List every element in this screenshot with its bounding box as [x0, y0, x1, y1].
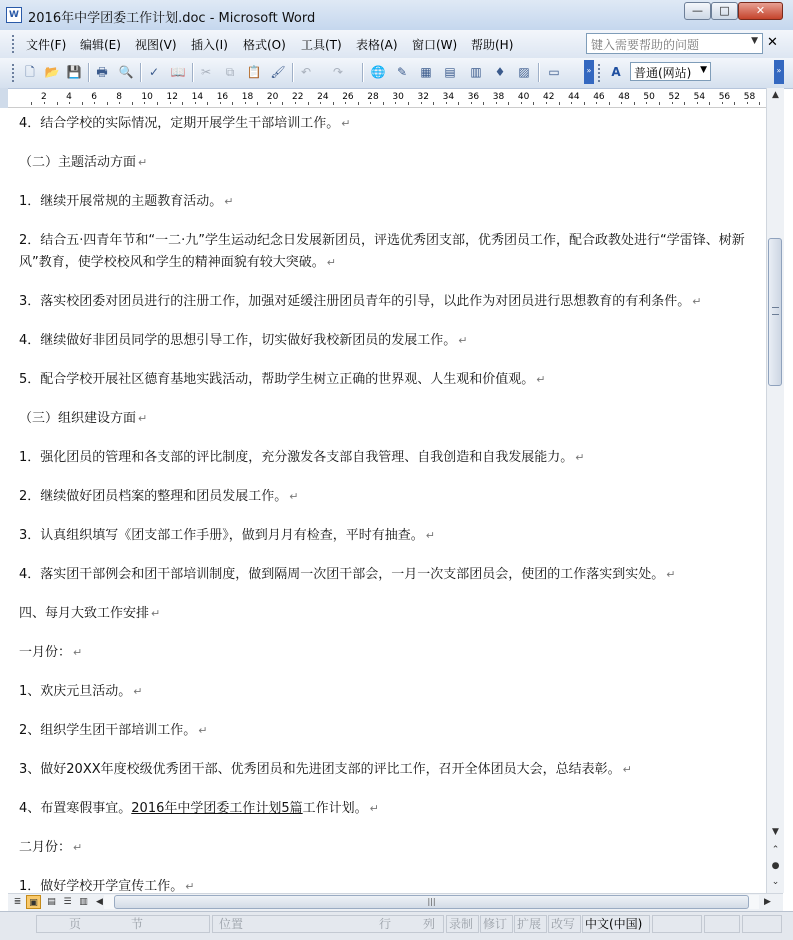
ruler-tick	[31, 102, 32, 105]
paragraph[interactable]: 4．落实团干部例会和团干部培训制度，做到隔周一次团干部会，一月一次支部团员会，使团的工作落实到实处。 ↵	[19, 567, 676, 582]
copy-icon[interactable]: ⧉	[225, 65, 235, 79]
ruler-tick	[245, 102, 246, 104]
toolbar-separator	[88, 63, 90, 82]
web-layout-view-icon[interactable]: ▣	[26, 895, 41, 909]
paragraph[interactable]: 2．结合五·四青年节和“一二·九”学生运动纪念日发展新团员，评选优秀团支部，优秀团员工作，配合政教处进行“学雷锋、树新风”教育，使学校校风和学生的精神面貌有较大突破。 ↵	[19, 233, 745, 270]
toolbar-separator	[292, 63, 294, 82]
ruler-tick	[94, 102, 95, 104]
paragraph[interactable]: 1．做好学校开学宣传工作。 ↵	[19, 879, 195, 893]
ruler-number: 30	[392, 92, 404, 102]
ruler-tick	[282, 102, 283, 105]
toolbar-options-icon[interactable]: »	[774, 60, 784, 84]
ruler-tick	[57, 102, 58, 105]
horizontal-scroll-area	[8, 893, 783, 911]
paragraph[interactable]: 4．继续做好非团员同学的思想引导工作，切实做好我校新团员的发展工作。 ↵	[19, 333, 468, 348]
read-icon[interactable]: ▭	[548, 65, 560, 79]
print-layout-view-icon[interactable]: ▤	[47, 897, 56, 907]
redo-icon[interactable]: ↷	[332, 65, 344, 79]
ruler-tick	[257, 102, 258, 105]
ruler-tick	[433, 102, 434, 105]
menu-view[interactable]: 视图(V)	[135, 38, 177, 52]
help-search-placeholder: 键入需要帮助的问题	[591, 38, 700, 52]
scroll-right-icon[interactable]: ▶	[764, 897, 771, 907]
document-page[interactable]	[8, 109, 765, 893]
horizontal-ruler[interactable]	[8, 91, 768, 108]
ruler-tick	[709, 102, 710, 105]
ruler-tick	[533, 102, 534, 105]
ruler-tick	[621, 102, 622, 104]
ruler-tick	[345, 102, 346, 104]
ruler-tick	[672, 102, 673, 104]
horizontal-scrollbar[interactable]	[104, 895, 759, 909]
menu-help[interactable]: 帮助(H)	[471, 38, 514, 52]
paragraph[interactable]: 4．结合学校的实际情况，定期开展学生干部培训工作。 ↵	[19, 116, 351, 131]
ruler-tick	[734, 102, 735, 105]
ruler-tick	[496, 102, 497, 104]
ruler-tick	[421, 102, 422, 104]
format-painter-icon[interactable]: 🖌	[270, 65, 286, 79]
close-document-icon[interactable]: ✕	[767, 35, 778, 50]
toolbar-separator	[192, 63, 194, 82]
ruler-tick	[320, 102, 321, 104]
ruler-tick	[333, 102, 334, 105]
insert-table-icon[interactable]: ▦	[420, 65, 432, 79]
toolbar-separator	[538, 63, 540, 82]
research-icon[interactable]: 📖	[170, 65, 186, 79]
status-macro	[704, 915, 740, 933]
ruler-tick	[634, 102, 635, 105]
ruler-number: 22	[292, 92, 304, 102]
scroll-left-icon[interactable]: ◀	[96, 897, 103, 907]
ruler-number: 54	[693, 92, 706, 102]
status-track-changes[interactable]: 修订	[480, 915, 513, 933]
status-extra	[742, 915, 782, 933]
ruler-tick	[584, 102, 585, 105]
paste-icon[interactable]: 📋	[246, 65, 262, 79]
ruler-number: 16	[216, 92, 229, 102]
ruler-number: 50	[643, 92, 655, 102]
ruler-tick	[383, 102, 384, 105]
ruler-tick	[295, 102, 296, 104]
menubar-grip[interactable]	[12, 35, 18, 53]
ruler-number: 28	[367, 92, 379, 102]
vertical-scrollbar[interactable]	[766, 88, 784, 893]
chevron-down-icon[interactable]: ▼	[751, 36, 758, 46]
style-select[interactable]	[630, 62, 711, 81]
status-position-label: 位置	[219, 917, 244, 931]
ruler-tick	[697, 102, 698, 104]
menu-bar	[0, 30, 793, 59]
ruler-number: 52	[668, 92, 680, 102]
ruler-number: 56	[718, 92, 731, 102]
scrollbar-thumb[interactable]	[768, 238, 782, 386]
menu-file[interactable]: 文件(F)	[26, 38, 67, 52]
status-overtype[interactable]: 改写	[548, 915, 581, 933]
next-page-icon[interactable]: ⌄	[771, 877, 780, 887]
insert-excel-icon[interactable]: ▤	[444, 65, 456, 79]
close-button[interactable]: ✕	[738, 2, 783, 20]
ruler-number: 4	[66, 92, 72, 102]
status-bar	[0, 911, 793, 940]
ruler-number: 10	[141, 92, 153, 102]
ruler-tick	[646, 102, 647, 104]
minimize-button[interactable]: —	[684, 2, 711, 20]
ruler-tick	[395, 102, 396, 104]
paragraph[interactable]: 3．落实校团委对团员进行的注册工作，加强对延缓注册团员青年的引导，以此作为对团员进行思想教育的有利条件。 ↵	[19, 294, 702, 309]
section-heading[interactable]: （三）组织建设方面 ↵	[19, 411, 148, 426]
ruler-tick	[132, 102, 133, 105]
ruler-tick	[144, 102, 145, 104]
status-section: 节	[131, 917, 144, 931]
drawing-icon[interactable]: ♦	[494, 65, 506, 79]
ruler-tick	[69, 102, 70, 104]
status-record[interactable]: 录制	[446, 915, 479, 933]
paragraph[interactable]: 2、组织学生团干部培训工作。 ↵	[19, 723, 208, 738]
status-line: 行	[379, 917, 392, 931]
scroll-down-icon[interactable]: ▼	[772, 827, 779, 837]
document-map-icon[interactable]: ▨	[518, 65, 530, 79]
ruler-number: 6	[91, 92, 97, 102]
help-search-input[interactable]	[586, 33, 763, 54]
print-icon[interactable]: 🖶	[96, 65, 108, 79]
normal-view-icon[interactable]: ≣	[13, 897, 22, 907]
status-spelling	[652, 915, 702, 933]
ruler-tick	[107, 102, 108, 105]
ruler-number: 48	[618, 92, 630, 102]
toolbar-grip[interactable]	[12, 64, 18, 82]
ruler-number: 2	[41, 92, 47, 102]
ruler-number: 18	[241, 92, 254, 102]
menu-window[interactable]: 窗口(W)	[412, 38, 458, 52]
ruler-number: 58	[743, 92, 756, 102]
ruler-number: 46	[593, 92, 605, 102]
scroll-up-icon[interactable]: ▲	[772, 90, 779, 100]
ruler-number: 12	[166, 92, 178, 102]
ruler-number: 20	[266, 92, 279, 102]
menu-table[interactable]: 表格(A)	[356, 38, 398, 52]
ruler-number: 24	[317, 92, 329, 102]
window-title: 2016年中学团委工作计划.doc - Microsoft Word	[28, 11, 316, 26]
ruler-tick	[559, 102, 560, 105]
spelling-icon[interactable]: ✓	[148, 65, 160, 79]
section-heading[interactable]: 四、每月大致工作安排 ↵	[19, 606, 161, 621]
ruler-tick	[471, 102, 472, 104]
format-toolbar-grip[interactable]	[598, 64, 604, 82]
chevron-down-icon[interactable]: ▼	[700, 65, 707, 75]
ruler-corner	[0, 88, 8, 108]
menu-tools[interactable]: 工具(T)	[301, 38, 342, 52]
menu-edit[interactable]: 编辑(E)	[80, 38, 121, 52]
paragraph[interactable]: 3、做好20XX年度校级优秀团干部、优秀团员和先进团支部的评比工作，召开全体团员大会，总结表彰。 ↵	[19, 762, 632, 777]
status-language: 中文(中国)	[582, 915, 650, 933]
horizontal-scrollbar-thumb[interactable]: |||	[114, 895, 749, 909]
standard-toolbar	[0, 58, 793, 89]
ruler-tick	[119, 102, 120, 104]
select-browse-object-icon[interactable]: ●	[771, 861, 780, 871]
outline-view-icon[interactable]: ☰	[63, 897, 72, 907]
paragraph[interactable]: 4、布置寒假事宜。2016年中学团委工作计划5篇工作计划。 ↵	[19, 801, 379, 816]
ruler-tick	[659, 102, 660, 105]
status-extend[interactable]: 扩展	[514, 915, 547, 933]
ruler-tick	[207, 102, 208, 105]
ruler-tick	[759, 102, 760, 105]
ruler-tick	[157, 102, 158, 105]
ruler-number: 44	[568, 92, 580, 102]
ruler-tick	[370, 102, 371, 104]
ruler-tick	[483, 102, 484, 105]
document-link[interactable]: 2016年中学团委工作计划5篇	[131, 801, 303, 816]
cut-icon[interactable]: ✂	[200, 65, 212, 79]
ruler-tick	[408, 102, 409, 105]
ruler-number: 38	[492, 92, 505, 102]
ruler-tick	[220, 102, 221, 104]
print-preview-icon[interactable]: 🔍	[118, 65, 134, 79]
paragraph[interactable]: 1．继续开展常规的主题教育活动。 ↵	[19, 194, 234, 209]
ruler-tick	[596, 102, 597, 104]
reading-layout-view-icon[interactable]: ▥	[79, 897, 88, 907]
ruler-tick	[446, 102, 447, 104]
ruler-number: 40	[517, 92, 530, 102]
ruler-number: 26	[342, 92, 354, 102]
save-icon[interactable]: 💾	[66, 65, 82, 79]
paragraph[interactable]: 5．配合学校开展社区德育基地实践活动，帮助学生树立正确的世界观、人生观和价值观。 ↵	[19, 372, 546, 387]
ruler-tick	[270, 102, 271, 104]
new-icon[interactable]: 🗋	[25, 65, 35, 79]
hyperlink-icon[interactable]: 🌐	[370, 65, 386, 79]
ruler-number: 42	[543, 92, 555, 102]
ruler-tick	[458, 102, 459, 105]
ruler-tick	[508, 102, 509, 105]
ruler-number: 34	[442, 92, 455, 102]
previous-page-icon[interactable]: ⌃	[771, 845, 780, 855]
toolbar-separator	[140, 63, 142, 82]
ruler-number: 36	[467, 92, 480, 102]
open-icon[interactable]: 📂	[44, 65, 60, 79]
ruler-tick	[571, 102, 572, 104]
section-heading[interactable]: （二）主题活动方面 ↵	[19, 155, 148, 170]
ruler-tick	[684, 102, 685, 105]
toolbar-options-icon[interactable]: »	[584, 60, 594, 84]
undo-icon[interactable]: ↶	[300, 65, 312, 79]
status-column: 列	[423, 917, 436, 931]
ruler-number: 14	[191, 92, 204, 102]
ruler-number: 8	[116, 92, 123, 102]
paragraph[interactable]: 2．继续做好团员档案的整理和团员发展工作。 ↵	[19, 489, 299, 504]
title-bar	[0, 0, 793, 31]
ruler-tick	[722, 102, 723, 104]
status-page-section	[36, 915, 210, 933]
tables-borders-icon[interactable]: ✎	[396, 65, 408, 79]
menu-format[interactable]: 格式(O)	[243, 38, 286, 52]
paragraph[interactable]: 1、欢庆元旦活动。 ↵	[19, 684, 143, 699]
ruler-tick	[170, 102, 171, 104]
month-heading[interactable]: 二月份： ↵	[19, 840, 83, 855]
ruler-tick	[358, 102, 359, 105]
menu-insert[interactable]: 插入(I)	[191, 38, 228, 52]
ruler-tick	[82, 102, 83, 105]
status-page: 页	[69, 917, 82, 931]
ruler-tick	[308, 102, 309, 105]
style-select-value: 普通(网站)	[634, 66, 692, 80]
status-position	[212, 915, 444, 933]
ruler-tick	[232, 102, 233, 105]
ruler-tick	[44, 102, 45, 104]
toolbar-separator	[362, 63, 364, 82]
styles-formatting-icon[interactable]: A	[611, 65, 621, 79]
paragraph[interactable]: 3．认真组织填写《团支部工作手册》，做到月月有检查，平时有抽查。 ↵	[19, 528, 435, 543]
ruler-tick	[521, 102, 522, 104]
ruler-tick	[609, 102, 610, 105]
ruler-tick	[747, 102, 748, 104]
thumb-grip	[772, 307, 779, 315]
month-heading[interactable]: 一月份： ↵	[19, 645, 83, 660]
ruler-tick	[195, 102, 196, 104]
word-app-icon[interactable]: W	[6, 7, 22, 23]
maximize-button[interactable]: □	[711, 2, 738, 20]
paragraph[interactable]: 1．强化团员的管理和各支部的评比制度，充分激发各支部自我管理、自我创造和自我发展能力。 ↵	[19, 450, 585, 465]
ruler-tick	[546, 102, 547, 104]
columns-icon[interactable]: ▥	[470, 65, 482, 79]
ruler-tick	[182, 102, 183, 105]
ruler-number: 32	[417, 92, 429, 102]
